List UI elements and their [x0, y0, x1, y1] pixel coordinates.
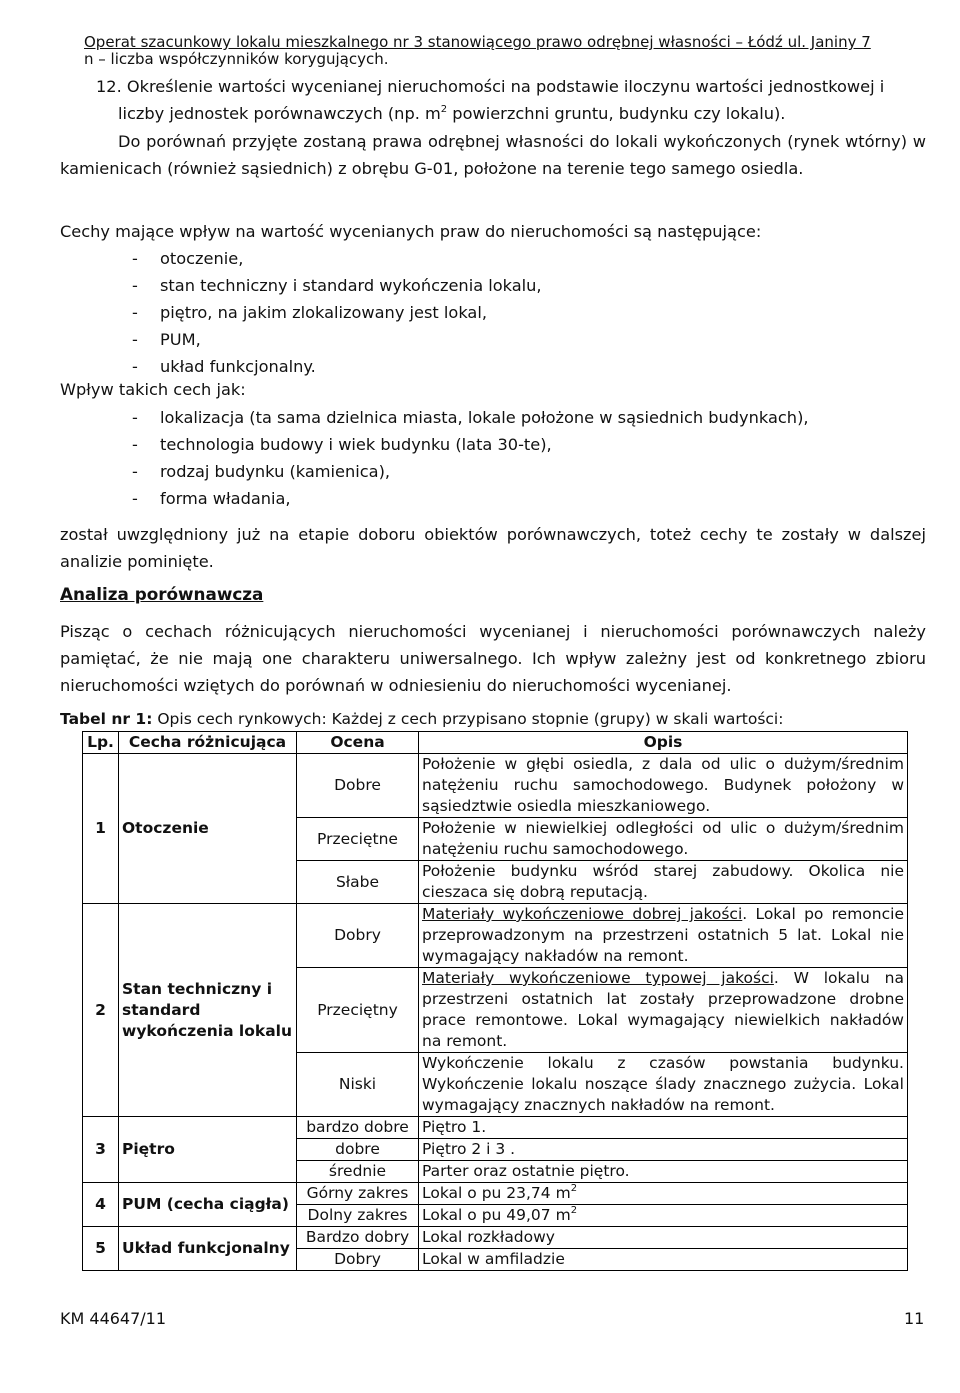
row-number: 5 [83, 1227, 119, 1271]
feature-item: - stan techniczny i standard wykończenia lokalu, [132, 276, 542, 295]
intro-paragraph: Do porównań przyjęte zostaną prawa odrębnej własności do lokali wykończonych (rynek wtórny) w kamienicach (również sąsiednich) z obrębu G-01, położone na terenie tego samego osiedla. [60, 132, 926, 178]
influence-lead: Wpływ takich cech jak: [60, 380, 246, 399]
feature-name: PUM (cecha ciągła) [119, 1183, 297, 1227]
influence-item: - lokalizacja (ta sama dzielnica miasta, lokale położone w sąsiednich budynkach), [132, 408, 809, 427]
section-12-line2: liczby jednostek porównawczych (np. $m^2$ powierzchni gruntu, budynku czy lokalu). [118, 104, 786, 123]
rating: średnie [297, 1161, 419, 1183]
influence-item: - rodzaj budynku (kamienica), [132, 462, 391, 481]
rating: Słabe [297, 861, 419, 904]
rating: Górny zakres [297, 1183, 419, 1205]
feature-item: - układ funkcjonalny. [132, 357, 316, 376]
description: Lokal o pu 23,74 $m^2$ [419, 1183, 908, 1205]
influence-conclusion: został uwzględniony już na etapie doboru obiektów porównawczych, toteż cechy te zostały w dalszej analizie pominięte. [60, 525, 926, 571]
features-lead: Cechy mające wpływ na wartość wycenianych praw do nieruchomości są następujące: [60, 222, 762, 241]
table-row [83, 754, 908, 818]
document-id: KM 44647/11 [60, 1309, 167, 1328]
influence-item: - forma władania, [132, 489, 291, 508]
row-number: 4 [83, 1183, 119, 1227]
description: Położenie budynku wśród starej zabudowy. Okolica nie cieszaca się dobrą reputacją. [419, 861, 908, 904]
rating: Dobry [297, 904, 419, 968]
header-feature: Cecha różnicująca [119, 732, 297, 754]
description: Piętro 2 i 3 . [419, 1139, 908, 1161]
row-number: 1 [83, 754, 119, 904]
feature-item: - otoczenie, [132, 249, 244, 268]
description: Lokal w amfiladzie [419, 1249, 908, 1271]
table-row [83, 904, 908, 968]
influence-item: - technologia budowy i wiek budynku (lata 30-te), [132, 435, 552, 454]
section-12-line1: 12. Określenie wartości wycenianej nieruchomości na podstawie iloczynu wartości jednostkowej i [96, 77, 885, 96]
table-row [83, 1117, 908, 1139]
rating: Dolny zakres [297, 1205, 419, 1227]
rating: Dobre [297, 754, 419, 818]
description: Położenie w głębi osiedla, z dala od ulic o dużym/średnim natężeniu ruchu samochodowego. Budynek położony w sąsiedztwie osiedla mieszkaniowego. [419, 754, 908, 818]
description: Materiały wykończeniowe typowej jakości. W lokalu na przestrzeni ostatnich lat zostały przeprowadzone drobne prace remontowe. Lokal wymagający niewielkich nakładów na remont. [419, 968, 908, 1053]
description: Lokal o pu 49,07 $m^2$ [419, 1205, 908, 1227]
feature-item: - piętro, na jakim zlokalizowany jest lokal, [132, 303, 487, 322]
rating: Dobry [297, 1249, 419, 1271]
feature-item: - PUM, [132, 330, 201, 349]
description: Piętro 1. [419, 1117, 908, 1139]
header-note: n – liczba współczynników korygujących. [84, 50, 389, 68]
table-header-row [83, 732, 908, 754]
running-header: Operat szacunkowy lokalu mieszkalnego nr 3 stanowiącego prawo odrębnej własności – Łódź ul. Janiny 7 [84, 33, 871, 51]
table-row [83, 1183, 908, 1205]
description: Materiały wykończeniowe dobrej jakości. Lokal po remoncie przeprowadzonym na przestrzeni ostatnich 5 lat. Lokal nie wymagający nakładów na remont. [419, 904, 908, 968]
row-number: 3 [83, 1117, 119, 1183]
description: Wykończenie lokalu z czasów powstania budynku. Wykończenie lokalu noszące ślady znacznego zużycia. Lokal wymagający znacznych nakładów na remont. [419, 1053, 908, 1117]
row-number: 2 [83, 904, 119, 1117]
header-description: Opis [419, 732, 908, 754]
rating: dobre [297, 1139, 419, 1161]
section-heading: Analiza porównawcza [60, 584, 264, 604]
header-rating: Ocena [297, 732, 419, 754]
description: Położenie w niewielkiej odległości od ulic o dużym/średnim natężeniu ruchu samochodowego. [419, 818, 908, 861]
features-table [82, 731, 908, 1271]
rating: bardzo dobre [297, 1117, 419, 1139]
feature-name: Układ funkcjonalny [119, 1227, 297, 1271]
page-number: 11 [904, 1309, 925, 1328]
description: Lokal rozkładowy [419, 1227, 908, 1249]
table-row [83, 1227, 908, 1249]
feature-name: Otoczenie [119, 754, 297, 904]
rating: Przeciętne [297, 818, 419, 861]
feature-name: Piętro [119, 1117, 297, 1183]
rating: Przeciętny [297, 968, 419, 1053]
rating: Niski [297, 1053, 419, 1117]
header-lp: Lp. [83, 732, 119, 754]
table-caption: Tabel nr 1: Opis cech rynkowych: Każdej z cech przypisano stopnie (grupy) w skali wartości: [60, 710, 784, 728]
analysis-paragraph: Pisząc o cechach różnicujących nieruchomości wycenianej i nieruchomości porównawczych należy pamiętać, że nie mają one charakteru uniwersalnego. Ich wpływ zależny jest od konkretnego zbioru nieruchomości wziętych do porównań w odniesieniu do nieruchomości wycenianej. [60, 622, 926, 695]
feature-name: Stan techniczny i standard wykończenia lokalu [119, 904, 297, 1117]
description: Parter oraz ostatnie piętro. [419, 1161, 908, 1183]
rating: Bardzo dobry [297, 1227, 419, 1249]
